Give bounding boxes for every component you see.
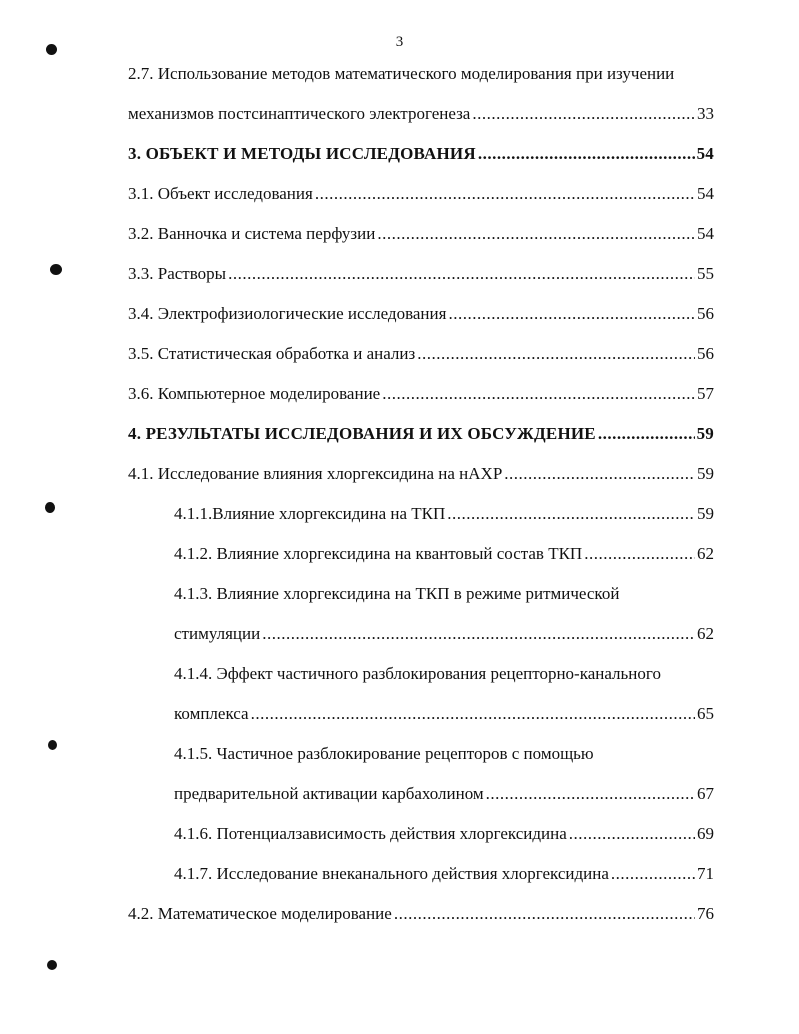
toc-label: 4.1.1.Влияние хлоргексидина на ТКП <box>174 504 446 523</box>
dot-leader <box>228 262 695 286</box>
toc-page: 56 <box>697 304 714 323</box>
toc-label: механизмов постсинаптического электрогенеза <box>128 104 471 123</box>
punch-hole-mark <box>47 960 57 970</box>
toc-entry-4-1-6 <box>174 822 714 846</box>
toc-page: 65 <box>697 704 714 723</box>
dot-leader <box>598 422 695 446</box>
dot-leader <box>315 182 695 206</box>
toc-page: 55 <box>697 264 714 283</box>
toc-page: 59 <box>697 504 714 523</box>
toc-page: 69 <box>697 824 714 843</box>
toc-label: 4.1.7. Исследование внеканального действия хлоргексидина <box>174 864 609 883</box>
toc-entry-4-1 <box>128 462 714 486</box>
punch-hole-mark <box>46 44 57 55</box>
toc-label: 3.2. Ванночка и система перфузии <box>128 224 376 243</box>
toc-entry-3-5 <box>128 342 714 366</box>
dot-leader <box>417 342 695 366</box>
toc-page: 56 <box>697 344 714 363</box>
toc-label: стимуляции <box>174 624 261 643</box>
toc-page: 59 <box>696 424 714 443</box>
toc-page: 62 <box>697 624 714 643</box>
toc-entry-3-1 <box>128 182 714 206</box>
toc-label: 3.1. Объект исследования <box>128 184 313 203</box>
dot-leader <box>472 102 695 126</box>
toc-page: 57 <box>697 384 714 403</box>
dot-leader <box>611 862 695 886</box>
toc-label: 4.1.5. Частичное разблокирование рецепторов с помощью <box>174 744 594 763</box>
toc-page: 54 <box>696 144 714 163</box>
toc-line-4-1-5 <box>174 742 714 766</box>
toc-line-4-1-3 <box>174 582 714 606</box>
dot-leader <box>382 382 695 406</box>
page-number: 3 <box>395 34 404 50</box>
toc-entry-4-1-1 <box>174 502 714 526</box>
toc-page: 54 <box>697 224 714 243</box>
punch-hole-mark <box>45 502 55 513</box>
toc-page: 54 <box>697 184 714 203</box>
toc-label: 4.1.2. Влияние хлоргексидина на квантовый состав ТКП <box>174 544 583 563</box>
toc-label: 3.3. Растворы <box>128 264 227 283</box>
toc-entry-4-2 <box>128 902 714 926</box>
toc-label: 4.1.4. Эффект частичного разблокирования рецепторно-канального <box>174 664 661 683</box>
punch-hole-mark <box>50 264 62 275</box>
dot-leader <box>448 302 695 326</box>
toc-label: комплекса <box>174 704 249 723</box>
toc-entry-3-4 <box>128 302 714 326</box>
punch-hole-mark <box>48 740 57 750</box>
toc-label: 4.1.6. Потенциалзависимость действия хлоргексидина <box>174 824 567 843</box>
dot-leader <box>486 782 695 806</box>
toc-label: 3.5. Статистическая обработка и анализ <box>128 344 416 363</box>
toc-entry-3-6 <box>128 382 714 406</box>
toc-line-2-7 <box>128 62 714 86</box>
toc-label: 4.1. Исследование влияния хлоргексидина на нАХР <box>128 464 503 483</box>
toc-label: 3.6. Компьютерное моделирование <box>128 384 381 403</box>
toc-page: 71 <box>697 864 714 883</box>
toc-entry-4-1-5 <box>174 782 714 806</box>
toc-page: 33 <box>697 104 714 123</box>
toc-label: 4. РЕЗУЛЬТАТЫ ИССЛЕДОВАНИЯ И ИХ ОБСУЖДЕНИЕ <box>128 424 596 443</box>
toc-entry-3-2 <box>128 222 714 246</box>
dot-leader <box>569 822 695 846</box>
toc-entry-chapter-4 <box>128 422 714 446</box>
toc-label: 3.4. Электрофизиологические исследования <box>128 304 447 323</box>
toc-entry-4-1-4 <box>174 702 714 726</box>
toc-entry-4-1-2 <box>174 542 714 566</box>
toc-label: 2.7. Использование методов математического моделирования при изучении <box>128 64 675 83</box>
toc-label: 4.2. Математическое моделирование <box>128 904 392 923</box>
dot-leader <box>584 542 695 566</box>
dot-leader <box>394 902 695 926</box>
toc-entry-3-3 <box>128 262 714 286</box>
dot-leader <box>262 622 695 646</box>
toc-entry-chapter-3 <box>128 142 714 166</box>
toc-page: 59 <box>697 464 714 483</box>
toc-line-4-1-4 <box>174 662 714 686</box>
toc-entry-2-7 <box>128 102 714 126</box>
toc-entry-4-1-3 <box>174 622 714 646</box>
toc-label: 4.1.3. Влияние хлоргексидина на ТКП в режиме ритмической <box>174 584 620 603</box>
toc-page: 62 <box>697 544 714 563</box>
toc-entry-4-1-7 <box>174 862 714 886</box>
dot-leader <box>447 502 695 526</box>
dot-leader <box>504 462 695 486</box>
dot-leader <box>478 142 695 166</box>
toc-page: 67 <box>697 784 714 803</box>
dot-leader <box>251 702 695 726</box>
toc-label: 3. ОБЪЕКТ И МЕТОДЫ ИССЛЕДОВАНИЯ <box>128 144 476 163</box>
dot-leader <box>377 222 695 246</box>
toc-page: 76 <box>697 904 714 923</box>
toc-label: предварительной активации карбахолином <box>174 784 484 803</box>
